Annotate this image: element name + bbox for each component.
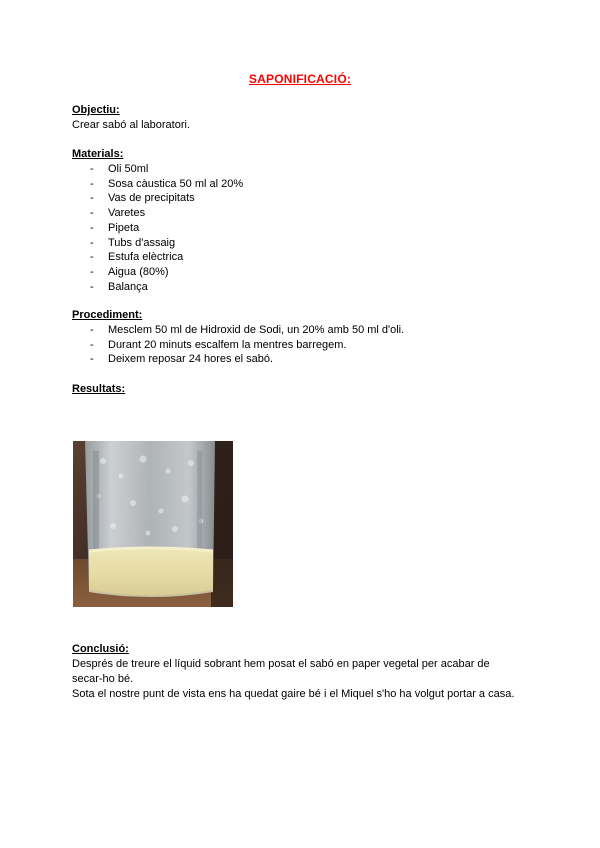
list-item: - Oli 50ml: [90, 163, 149, 175]
list-item: - Tubs d'assaig: [90, 236, 176, 249]
conclusion-line: Després de treure el líquid sobrant hem posat el sabó en paper vegetal per acabar de: [72, 658, 490, 670]
procedure-heading: Procediment:: [72, 309, 143, 321]
list-item: - Deixem reposar 24 hores el sabó.: [90, 353, 274, 366]
list-item: - Aigua (80%): [90, 265, 169, 278]
results-section: [72, 382, 532, 397]
list-item: - Sosa càustica 50 ml al 20%: [90, 177, 244, 190]
list-item: - Vas de precipitats: [90, 192, 195, 205]
list-item: - Balança: [90, 280, 148, 293]
materials-heading: Materials:: [72, 148, 124, 160]
list-item: - Mesclem 50 ml de Hidroxid de Sodi, un 20% amb 50 ml d'oli.: [90, 324, 405, 336]
page-title: SAPONIFICACIÓ:: [248, 72, 352, 86]
objective-section: [72, 103, 532, 133]
conclusion-line: Sota el nostre punt de vista ens ha quedat gaire bé i el Miquel s'ho ha volgut portar a casa.: [72, 688, 515, 700]
conclusion-line: secar-ho bé.: [72, 673, 134, 685]
list-item: - Estufa elèctrica: [90, 251, 184, 264]
glass-jar-photo: [73, 441, 233, 607]
materials-section: [72, 147, 532, 294]
objective-heading: Objectiu:: [72, 104, 120, 116]
materials-list: [72, 162, 532, 294]
objective-text: Crear sabó al laboratori.: [72, 119, 191, 131]
procedure-list: [72, 323, 532, 367]
list-item: - Varetes: [90, 207, 146, 220]
procedure-section: [72, 308, 532, 367]
list-item: - Durant 20 minuts escalfem la mentres barregem.: [90, 338, 347, 351]
list-item: - Pipeta: [90, 221, 140, 234]
conclusion-section: [72, 642, 572, 702]
results-heading: Resultats:: [72, 383, 126, 395]
conclusion-heading: Conclusió:: [72, 643, 129, 655]
